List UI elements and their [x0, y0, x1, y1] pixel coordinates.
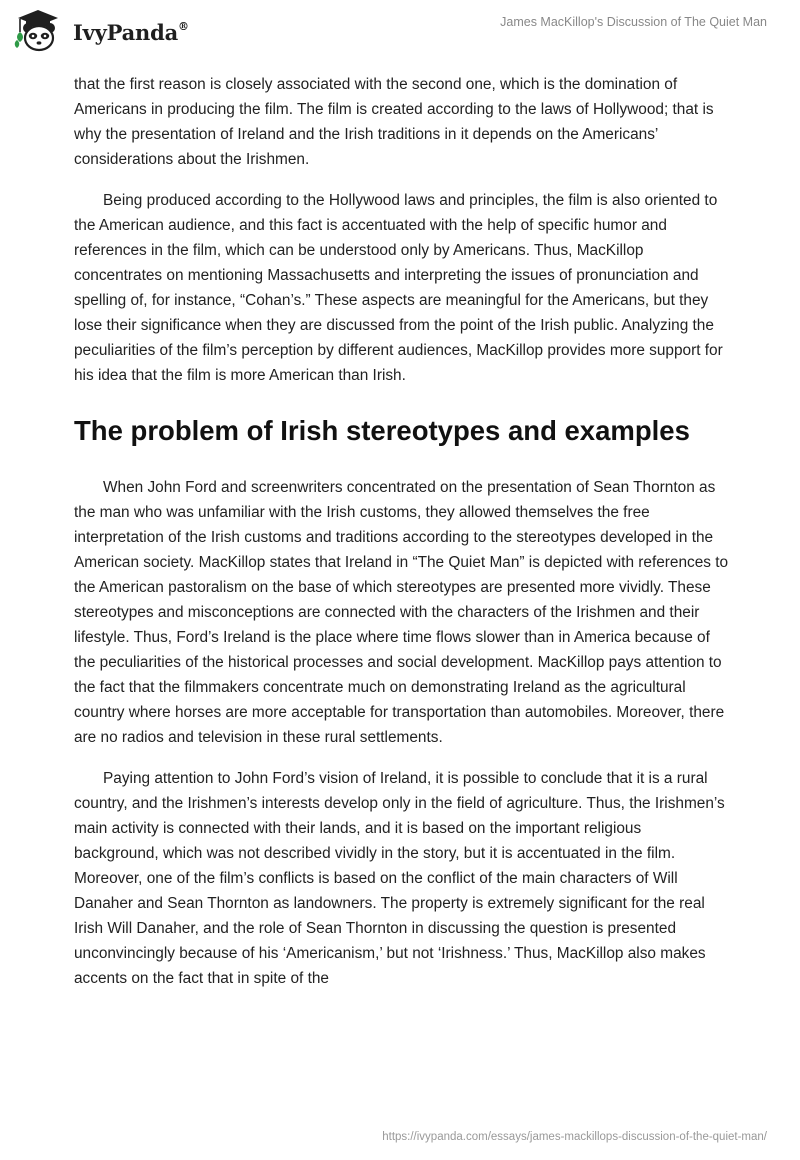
logo-wordmark — [73, 20, 189, 45]
ivypanda-logo[interactable] — [12, 8, 189, 52]
logo-text: IvyPanda — [73, 19, 179, 45]
paragraph-continued: that the first reason is closely associated with the second one, which is the domination of Americans in producing the film. The film is created according to the laws of Hollywood; that is why the presentation of Ireland and the Irish traditions in it depends on the Americans’ considerations about the Irishmen. — [74, 76, 714, 168]
paragraph-hollywood-audience: Being produced according to the Hollywood laws and principles, the film is also oriented to the American audience, and this fact is accentuated with the help of specific humor and references in the film, which can be understood only by Americans. Thus, MacKillop concentrates on mentioning Massachusetts and interpreting the issues of pronunciation and spelling of, for instance, “Cohan’s.” These aspects are meaningful for the Americans, but they lose their significance when they are discussed from the point of the Irish public. Analyzing the peculiarities of the film’s perception by different audiences, MacKillop provides more support for his idea that the film is more American than Irish. — [74, 192, 723, 384]
paragraph-stereotypes: When John Ford and screenwriters concentrated on the presentation of Sean Thornton as the man who was unfamiliar with the Irish customs, they allowed themselves the free interpretation of the Irish customs and traditions according to the stereotypes developed in the American society. MacKillop states that Ireland in “The Quiet Man” is depicted with references to the American pastoralism on the base of which stereotypes are presented more vividly. These stereotypes and misconceptions are connected with the characters of the Irishmen and their lifestyle. Thus, Ford’s Ireland is the place where time flows slower than in America because of the peculiarities of the historical processes and social development. MacKillop pays attention to the fact that the filmmakers concentrate much on demonstrating Ireland as the agricultural country where horses are more acceptable for transportation than automobiles. Moreover, there are no radios and television in these rural settlements. — [74, 479, 729, 746]
document-title: James MacKillop's Discussion of The Quiet Man — [500, 15, 767, 29]
panda-graduate-icon — [12, 8, 68, 52]
page-header — [0, 0, 800, 70]
section-heading: The problem of Irish stereotypes and examples — [74, 415, 690, 446]
article-body — [74, 72, 730, 1007]
registered-mark: ® — [178, 19, 189, 33]
source-url[interactable]: https://ivypanda.com/essays/james-mackillops-discussion-of-the-quiet-man/ — [382, 1131, 767, 1143]
paragraph-rural-country: Paying attention to John Ford’s vision of Ireland, it is possible to conclude that it is a rural country, and the Irishmen’s interests develop only in the field of agriculture. Thus, the Irishmen’s main activity is connected with their lands, and it is based on the important religious background, which was not described vividly in the story, but it is accentuated in the film. Moreover, one of the film’s conflicts is based on the conflict of the main characters of Will Danaher and Sean Thornton as landowners. The property is extremely significant for the real Irish Will Danaher, and the role of Sean Thornton in discussing the question is presented unconvincingly because of his ‘Americanism,’ but not ‘Irishness.’ Thus, MacKillop also makes accents on the fact that in spite of the — [74, 770, 725, 987]
